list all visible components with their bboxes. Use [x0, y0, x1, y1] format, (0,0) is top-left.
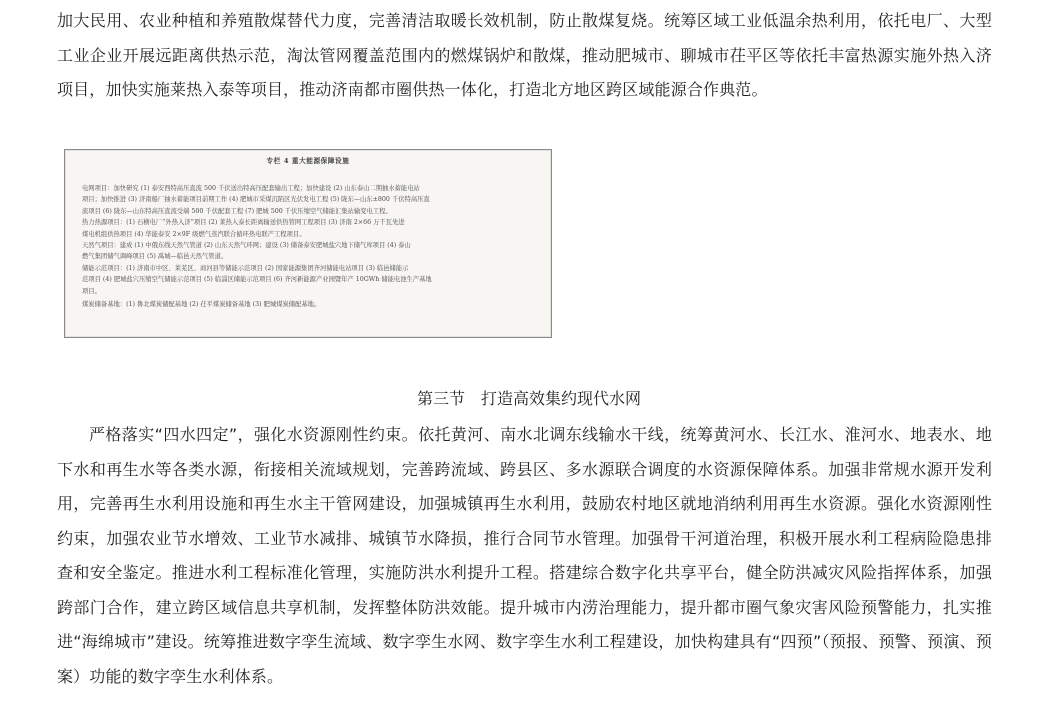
section-heading: 第三节 打造高效集约现代水网 — [416, 389, 641, 408]
box-body — [82, 183, 539, 310]
box-line: 流项目 (6) 陇东—山东特高压直流受端 500 千伏配套工程 (7) 肥城 500 千伏压缩空气储能汇集站输变电工程。 — [82, 207, 392, 215]
box-line: 项目。 — [82, 287, 101, 295]
intro-paragraph: 加大民用、农业种植和养殖散煤替代力度，完善清洁取暖长效机制，防止散煤复烧。统筹区域工业低温余热利用，依托电厂、大型工业企业开展远距离供热示范，淘汰管网覆盖范围内的燃煤锅炉和散煤，推动肥城市、聊城市茌平区等依托丰富热源实施外热入济项目，加快实施莱热入泰等项目，推动济南都市圈供热一体化，打造北方地区跨区域能源合作典范。 — [57, 11, 992, 99]
box-line: 燃气集团储气调峰项目 (5) 禹城—临邑天然气管道。 — [82, 253, 228, 261]
box-line: 项目；加快推进 (3) 济南船厂抽水蓄能项目前期工作 (4) 肥城市采煤沉陷区光伏发电工程 (5) 陇东—山东±800 千伏特高压直 — [82, 196, 430, 204]
box-line: 煤炭储备基地：(1) 鲁北煤炭储配基地 (2) 茌平煤炭储备基地 (3) 肥城煤炭储配基地。 — [82, 301, 321, 309]
box-line: 电网项目：加快研究 (1) 泰安西特高压直流 500 千伏送出特高压配套输出工程；加快建设 (2) 山东泰山二期抽水蓄能电站 — [82, 185, 420, 192]
main-paragraph: 严格落实“四水四定”，强化水资源刚性约束。依托黄河、南水北调东线输水干线，统筹黄河水、长江水、淮河水、地表水、地下水和再生水等各类水源，衔接相关流域规划，完善跨流域、跨县区、多水源联合调度的水资源保障体系。加强非常规水源开发利用，完善再生水利用设施和再生水主干管网建设，加强城镇再生水利用，鼓励农村地区就地消纳利用再生水资源。强化水资源刚性约束，加强农业节水增效、工业节水减排、城镇节水降损，推行合同节水管理。加强骨干河道治理，积极开展水利工程病险隐患排查和安全鉴定。推进水利工程标准化管理，实施防洪水利提升工程。搭建综合数字化共享平台，健全防洪减灾风险指挥体系，加强跨部门合作，建立跨区域信息共享机制，发挥整体防洪效能。提升城市内涝治理能力，提升都市圈气象灾害风险预警能力，扎实推进“海绵城市”建设。统筹推进数字孪生流域、数字孪生水网、数字孪生水利工程建设，加快构建具有“四预”（预报、预警、预演、预案）功能的数字孪生水利体系。 — [57, 425, 992, 686]
box-line: 天然气项目：建成 (1) 中俄东线天然气管道 (2) 山东天然气环网；建设 (3) 储备泰安肥城盐穴地下储气库项目 (4) 泰山 — [82, 242, 411, 250]
box-title: 专栏 4 重大能源保障设施 — [266, 157, 350, 165]
box-line: 范项目 (4) 肥城盐穴压缩空气储能示范项目 (5) 临淄区储能示范项目 (6) 齐河新能源产业园暨年产 10GWh 储能电池生产基地 — [82, 276, 432, 284]
box-line: 储能示范项目：(1) 济南市中区、莱芜区、商河县等储能示范项目 (2) 国家能源集团齐河储能电站项目 (3) 临邑储能示 — [82, 264, 409, 272]
box-line: 煤电机组供热项目 (4) 华能泰安 2×9F 级燃气蒸汽联合循环热电联产工程项目。 — [82, 230, 306, 238]
box-line: 热力热源项目：(1) 石横电厂“外热入济”项目 (2) 莱热入泰长距离输送供热管网工程项目 (3) 济南 2×66 万千瓦先进 — [82, 219, 405, 227]
energy-infrastructure-box-image — [64, 149, 552, 338]
